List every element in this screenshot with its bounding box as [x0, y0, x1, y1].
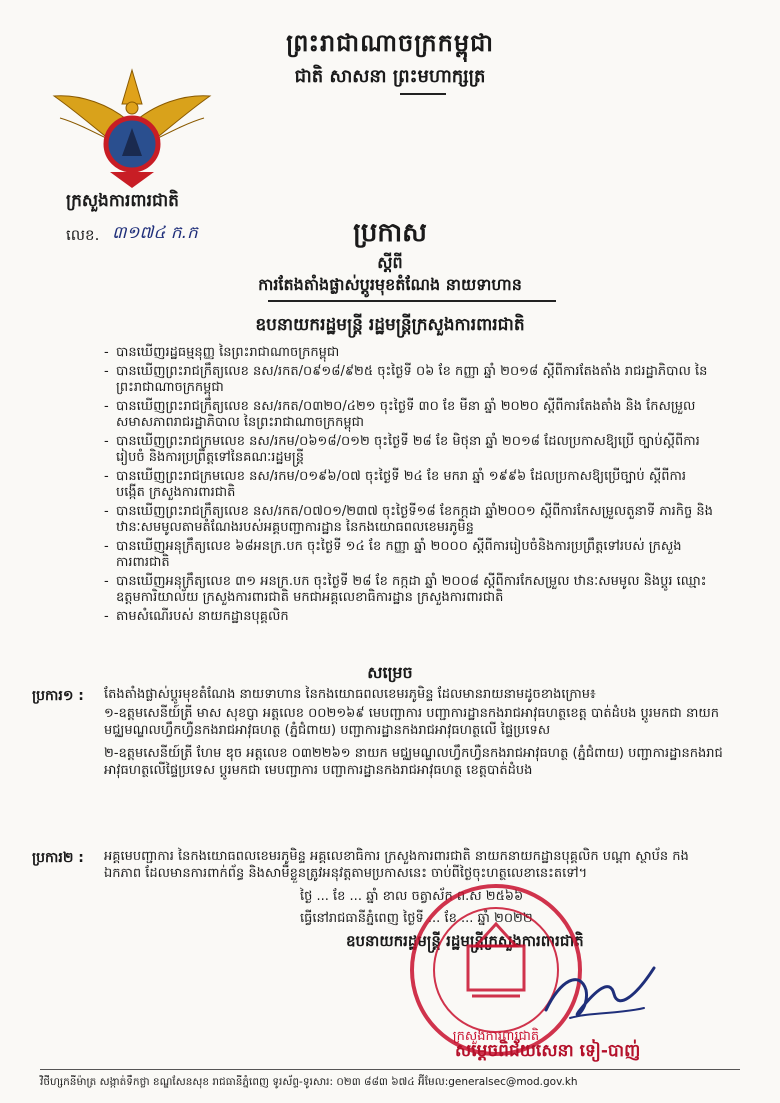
footer-divider — [40, 1069, 740, 1070]
document-subject: ការតែងតាំងផ្លាស់ប្តូរមុខតំណែង នាយទាហាន — [258, 275, 522, 294]
signature-icon — [540, 960, 660, 1030]
article-1-text: តែងតាំងផ្លាស់ប្តូរមុខតំណែង នាយទាហាន នៃកងយោធពលខេមរភូមិន្ទ ដែលមានរាយនាមដូចខាងក្រោម៖ — [104, 687, 596, 702]
list-item: - បានឃើញព្រះរាជក្រមលេខ នស/រកម/០៦១៨/០១២ ចុះថ្ងៃទី ២៨ ខែ មិថុនា ឆ្នាំ ២០១៨ ដែលប្រកាសឱ្យប្រើ ច្បាប់ស្តីពីការរៀបចំ និងការប្រព្រឹត្តទៅនៃគណៈរដ្ឋមន្ត្រី — [104, 434, 714, 467]
footer-address: វិថីហ្សកនីម៉ាត្រ សង្កាត់ទឹកថ្លា ខណ្ឌសែនសុខ រាជធានីភ្នំពេញ ទូរស័ព្ទ-ទូរសារ: ០២៣ ៨៨៣ ៦៧៤ អ៊ីមែល:generalsec@mod.gov.kh — [40, 1076, 578, 1088]
lunar-date: ថ្ងៃ ... ខែ ... ឆ្នាំ ខាល ចត្វាស័ក ព.ស ២៥៦៦ — [300, 889, 524, 904]
signer-name: សម្តេចពិជ័យសេនា ទៀ-បាញ់ — [455, 1041, 641, 1061]
reference-number: ៣១៧៤ ក.ក — [112, 223, 198, 243]
considerations-list — [104, 345, 714, 627]
national-motto: ជាតិ សាសនា ព្រះមហាក្សត្រ — [294, 66, 486, 87]
title-about: ស្តីពី — [377, 253, 403, 272]
list-item: - បានឃើញរដ្ឋធម្មនុញ្ញ នៃព្រះរាជាណាចក្រកម្ពុជា — [104, 345, 714, 362]
list-item: - បានឃើញព្រះរាជក្រឹត្យលេខ នស/រកត/០៣២០/៤២១ ចុះថ្ងៃទី ៣០ ខែ មីនា ឆ្នាំ ២០២០ ស្តីពីការតែងតាំង និង កែសម្រួលសមាសភាពរាជរដ្ឋាភិបាល នៃព្រះរាជាណាចក្រកម្ពុជា — [104, 399, 714, 432]
signatory-title: ឧបនាយករដ្ឋមន្ត្រី រដ្ឋមន្ត្រីក្រសួងការពារជាតិ — [346, 932, 584, 950]
list-item: - បានឃើញព្រះរាជក្រឹត្យលេខ នស/រកត/០៩១៨/៩២៥ ចុះថ្ងៃទី ០៦ ខែ កញ្ញា ឆ្នាំ ២០១៨ ស្តីពីការតែងតាំង រាជរដ្ឋាភិបាល នៃព្រះរាជាណាចក្រកម្ពុជា — [104, 364, 714, 397]
list-item: - បានឃើញអនុក្រឹត្យលេខ ៦៨អនក្រ.បក ចុះថ្ងៃទី ១៤ ខែ កញ្ញា ឆ្នាំ ២០០០ ស្តីពីការរៀបចំនិងការប្រព្រឹត្តទៅរបស់ ក្រសួងការពារជាតិ — [104, 539, 714, 572]
appointment-item-2: ២-ឧត្តមសេនីយ៍ត្រី ហែម ឌុច អត្តលេខ ០៣២២៦១ នាយក មជ្ឈមណ្ឌលហ្វឹកហ្វឺនកងរាជអាវុធហត្ថ (ភ្នំជំពាយ) បញ្ជាការដ្ឋានកងរាជអាវុធហត្ថលើផ្ទៃប្រទេស ប្តូរមកជា មេបញ្ជាការ បញ្ជាការដ្ឋានកងរាជអាវុធហត្ថ ខេត្តបាត់ដំបង — [104, 746, 723, 778]
seal-text: ក្រសួងការពារជាតិ — [452, 1029, 540, 1044]
article-2-label: ប្រការ២ : — [32, 850, 84, 866]
reference-label: លេខ. — [66, 226, 100, 244]
document-title: ប្រកាស — [353, 218, 427, 248]
decision-heading: សម្រេច — [367, 663, 413, 682]
list-item: - បានឃើញព្រះរាជក្រឹត្យលេខ នស/រកត/០៧០១/២៣៧ ចុះថ្ងៃទី១៨ ខែកក្កដា ឆ្នាំ២០០១ ស្តីពីការកែសម្រួលតួនាទី ភារកិច្ច និងឋានៈសមមូលតាមតំណែងរបស់អគ្គបញ្ជាការដ្ឋាន នៃកងយោធពលខេមរភូមិន្ទ — [104, 504, 714, 537]
motto-divider — [400, 93, 446, 95]
article-2-text: អគ្គមេបញ្ជាការ នៃកងយោធពលខេមរភូមិន្ទ អគ្គលេខាធិការ ក្រសួងការពារជាតិ នាយកនាយកដ្ឋានបុគ្គលិក បណ្តា ស្ថាប័ន កងឯកភាព ដែលមានការពាក់ព័ន្ធ និងសាមីខ្លួនត្រូវអនុវត្តតាមប្រកាសនេះ ចាប់ពីថ្ងៃចុះហត្ថលេខានេះតទៅ។ — [104, 849, 689, 881]
ministry-name: ក្រសួងការពារជាតិ — [66, 191, 179, 211]
list-item: - តាមសំណើរបស់ នាយកដ្ឋានបុគ្គលិក — [104, 609, 714, 626]
article-1-label: ប្រការ១ : — [32, 688, 84, 704]
list-item: - បានឃើញព្រះរាជក្រមលេខ នស/រកម/០១៩៦/០៧ ចុះថ្ងៃទី ២៤ ខែ មករា ឆ្នាំ ១៩៩៦ ដែលប្រកាសឱ្យប្រើច្បាប់ ស្តីពីការបង្កើត ក្រសួងការពារជាតិ — [104, 469, 714, 502]
subject-underline — [268, 300, 556, 302]
place-and-date: ធ្វើនៅរាជធានីភ្នំពេញ ថ្ងៃទី ... ខែ ... ឆ្នាំ ២០២២ — [300, 911, 533, 926]
appointment-item-1: ១-ឧត្តមសេនីយ៍ត្រី មាស សុខប្ញា អត្តលេខ ០០២១៦៩ មេបញ្ជាការ បញ្ជាការដ្ឋានកងរាជអាវុធហត្ថខេត្ត បាត់ដំបង ប្តូរមកជា នាយក មជ្ឈមណ្ឌលហ្វឹកហ្វឺនកងរាជអាវុធហត្ថ (ភ្នំជំពាយ) បញ្ជាការដ្ឋានកងរាជអាវុធហត្ថលើ ផ្ទៃប្រទេស — [104, 706, 719, 738]
issuing-authority: ឧបនាយករដ្ឋមន្ត្រី រដ្ឋមន្ត្រីក្រសួងការពារជាតិ — [255, 315, 525, 335]
ministry-emblem-icon — [50, 64, 214, 194]
kingdom-heading: ព្រះរាជាណាចក្រកម្ពុជា — [286, 29, 494, 57]
list-item: - បានឃើញអនុក្រឹត្យលេខ ៣១ អនក្រ.បក ចុះថ្ងៃទី ២៨ ខែ កក្កដា ឆ្នាំ ២០០៨ ស្តីពីការកែសម្រួល ឋានៈសមមូល និងប្តូរ ឈ្មោះឧត្តមការិយាល័យ ក្រសួងការពារជាតិ មកជាអគ្គលេខាធិការដ្ឋាន ក្រសួងការពារជាតិ — [104, 574, 714, 607]
article-1 — [104, 686, 724, 779]
